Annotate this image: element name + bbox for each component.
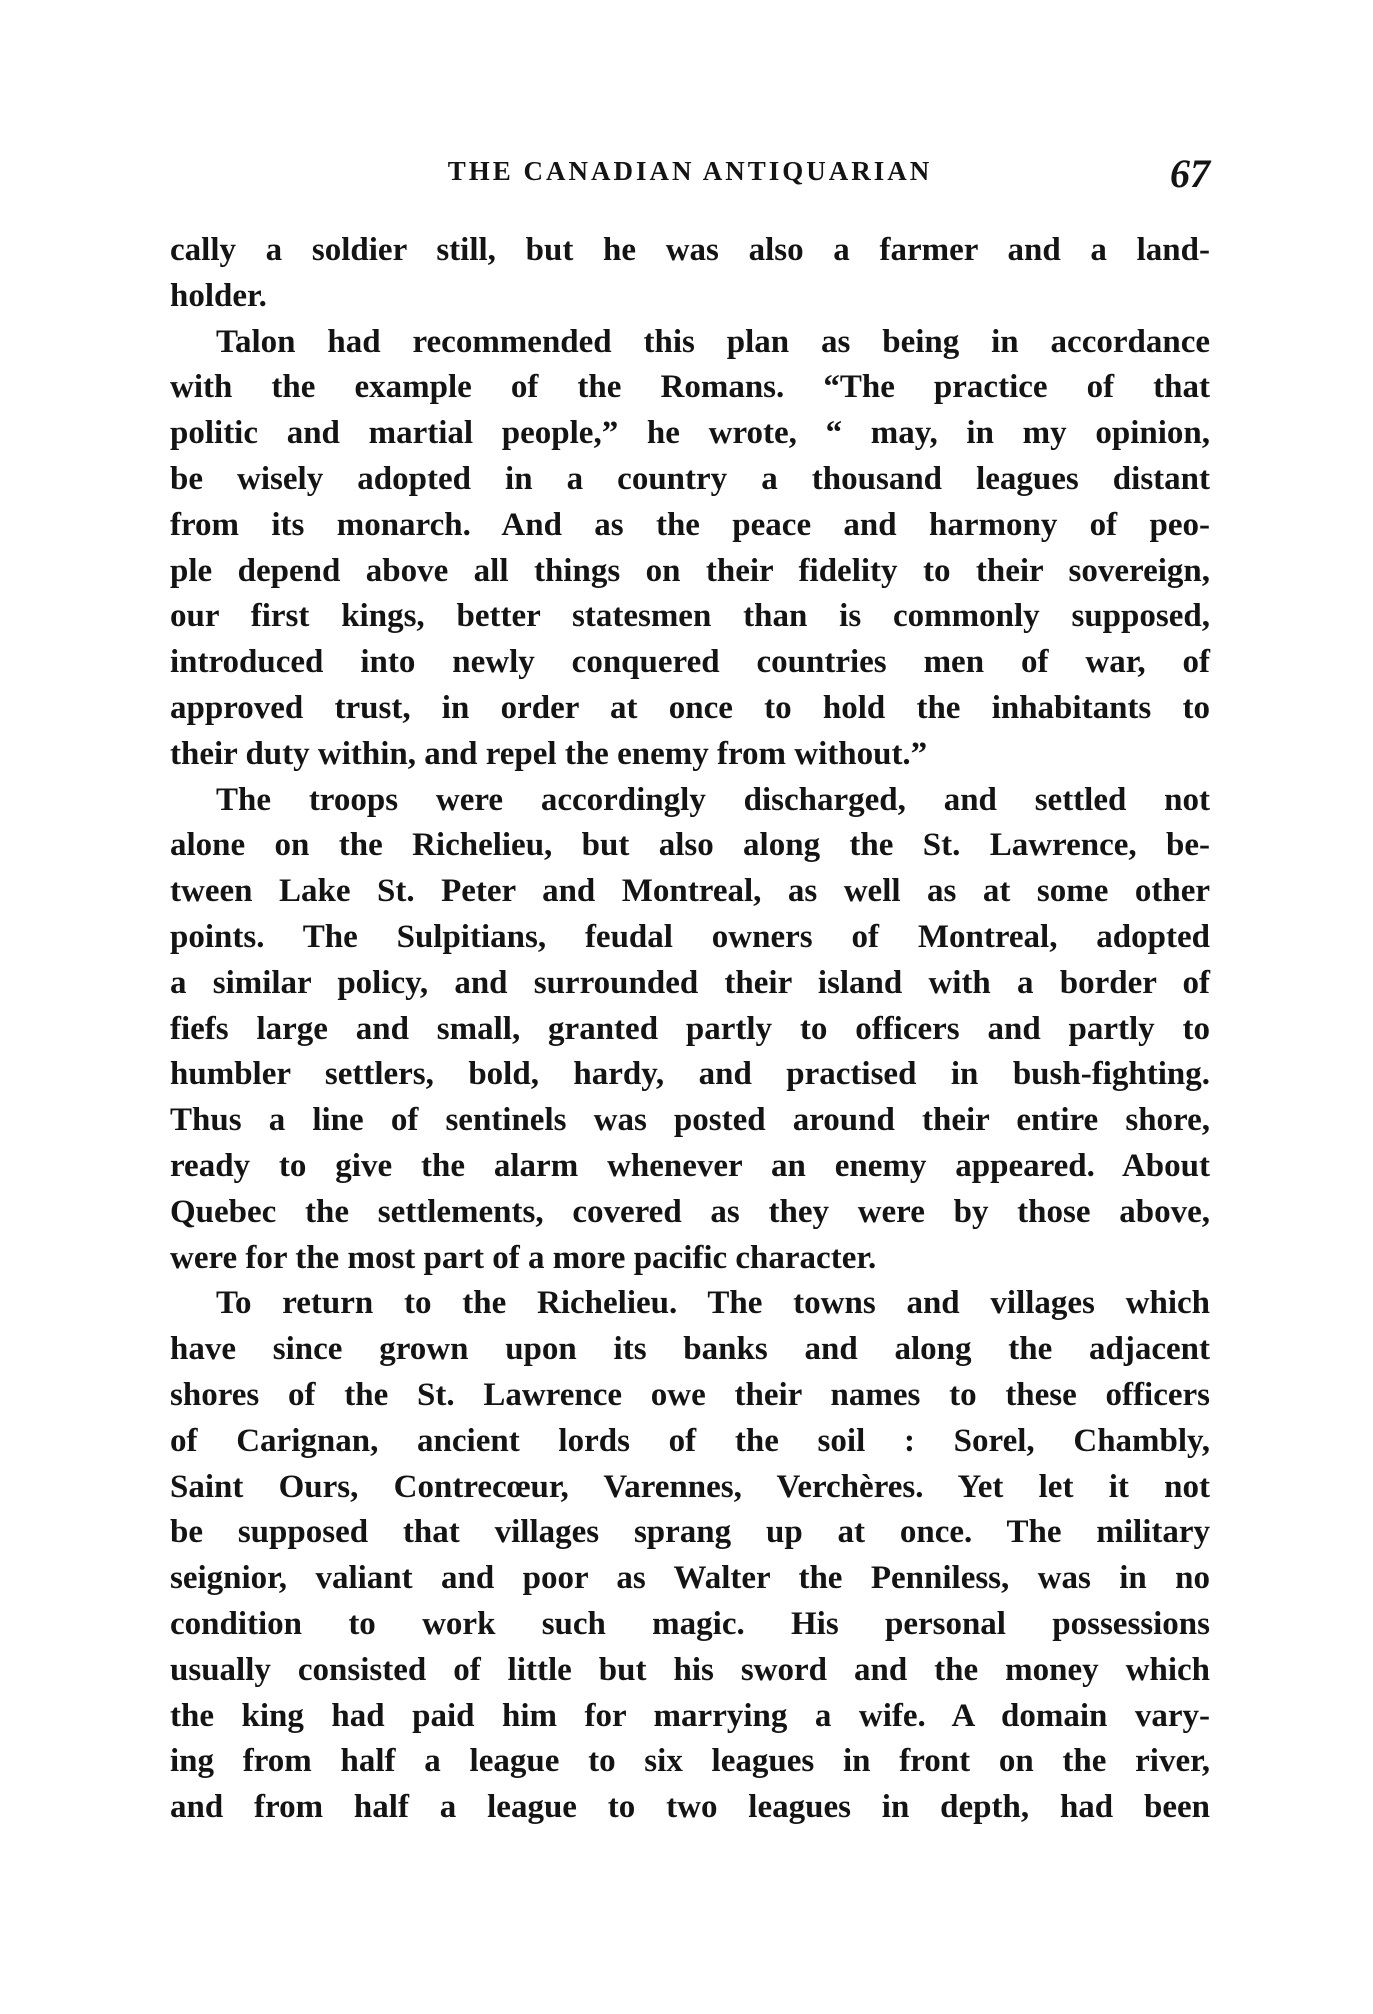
text-line: with the example of the Romans. “The practice of that: [170, 369, 1210, 406]
text-line: the king had paid him for marrying a wife. A domain vary-: [170, 1697, 1210, 1734]
text-line: be wisely adopted in a country a thousand leagues distant: [170, 460, 1210, 497]
text-line: cally a soldier still, but he was also a farmer and a land-: [170, 232, 1210, 268]
text-line: ready to give the alarm whenever an enemy appeared. About: [170, 1147, 1210, 1184]
text-line: a similar policy, and surrounded their island with a border of: [170, 964, 1210, 1001]
text-line: from its monarch. And as the peace and harmony of peo-: [170, 506, 1210, 543]
text-line: shores of the St. Lawrence owe their names to these officers: [170, 1376, 1210, 1413]
text-line: Quebec the settlements, covered as they were by those above,: [170, 1193, 1210, 1230]
text-line: condition to work such magic. His personal possessions: [170, 1605, 1210, 1642]
text-line: approved trust, in order at once to hold the inhabitants to: [170, 689, 1210, 726]
text-line: Thus a line of sentinels was posted around their entire shore,: [170, 1102, 1210, 1139]
text-line: tween Lake St. Peter and Montreal, as well as at some other: [170, 873, 1210, 910]
text-line: have since grown upon its banks and along the adjacent: [170, 1331, 1210, 1368]
text-line: humbler settlers, bold, hardy, and practised in bush-fighting.: [170, 1056, 1210, 1093]
text-line: Saint Ours, Contrecœur, Varennes, Verchères. Yet let it not: [170, 1468, 1210, 1505]
text-line: usually consisted of little but his sword and the money which: [170, 1651, 1210, 1688]
text-line: points. The Sulpitians, feudal owners of Montreal, adopted: [170, 918, 1210, 955]
text-line: seignior, valiant and poor as Walter the Penniless, was in no: [170, 1560, 1210, 1597]
text-line: holder.: [170, 277, 267, 314]
text-line: our first kings, better statesmen than is commonly supposed,: [170, 598, 1210, 635]
text-line: introduced into newly conquered countries men of war, of: [170, 644, 1210, 681]
text-line: To return to the Richelieu. The towns and villages which: [216, 1285, 1210, 1322]
body-text: [170, 228, 1210, 1831]
text-line: and from half a league to two leagues in depth, had been: [170, 1789, 1210, 1826]
text-line: their duty within, and repel the enemy from without.”: [170, 735, 928, 772]
text-line: of Carignan, ancient lords of the soil : Sorel, Chambly,: [170, 1422, 1210, 1459]
text-line: Talon had recommended this plan as being in accordance: [216, 323, 1210, 360]
page-number: 67: [1170, 151, 1210, 196]
text-line: ing from half a league to six leagues in front on the river,: [170, 1743, 1210, 1780]
text-line: fiefs large and small, granted partly to officers and partly to: [170, 1010, 1210, 1047]
text-line: be supposed that villages sprang up at once. The military: [170, 1514, 1210, 1551]
text-line: politic and martial people,” he wrote, “ may, in my opinion,: [170, 415, 1210, 452]
running-title: THE CANADIAN ANTIQUARIAN: [447, 156, 933, 186]
running-head: [170, 150, 1210, 200]
text-line: ple depend above all things on their fidelity to their sovereign,: [170, 552, 1210, 589]
text-line: alone on the Richelieu, but also along the St. Lawrence, be-: [170, 827, 1210, 864]
text-line: The troops were accordingly discharged, and settled not: [216, 781, 1210, 818]
text-line: were for the most part of a more pacific character.: [170, 1239, 877, 1276]
